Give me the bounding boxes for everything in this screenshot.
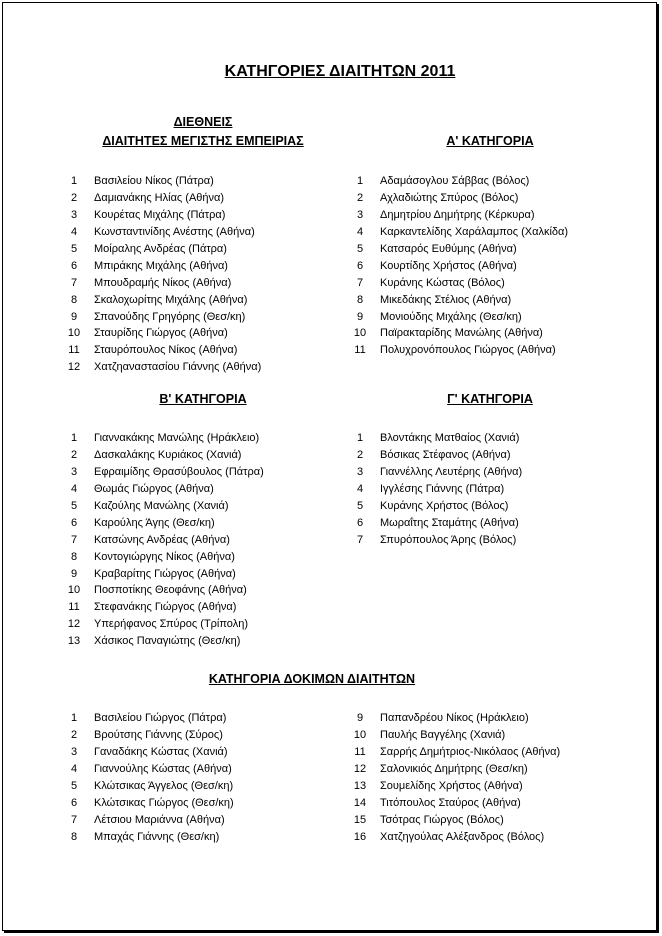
referee-name: Υπερήφανος Σπύρος (Τρίπολη) bbox=[94, 618, 248, 631]
section-subheading-diethneis: ΔΙΑΙΤΗΤΕΣ ΜΕΓΙΣΤΗΣ ΕΜΠΕΙΡΙΑΣ bbox=[102, 134, 304, 148]
list-item bbox=[346, 241, 568, 258]
item-number: 2 bbox=[70, 192, 78, 205]
referee-name: Βασιλείου Νίκος (Πάτρα) bbox=[94, 175, 214, 188]
item-number: 4 bbox=[70, 226, 78, 239]
item-number: 12 bbox=[353, 763, 367, 776]
referee-name: Κλώτσικας Γιώργος (Θεσ/κη) bbox=[94, 796, 234, 809]
referee-name: Μπαχάς Γιάννης (Θεσ/κη) bbox=[94, 830, 220, 843]
referee-name: Παπανδρέου Νίκος (Ηράκλειο) bbox=[380, 712, 529, 725]
item-number: 3 bbox=[356, 209, 364, 222]
referee-name: Παυλής Βαγγέλης (Χανιά) bbox=[380, 729, 506, 742]
item-number: 6 bbox=[70, 516, 78, 529]
referee-name: Γιαννακάκης Μανώλης (Ηράκλειο) bbox=[94, 432, 260, 445]
item-number: 5 bbox=[70, 243, 78, 255]
list-a-kategoria bbox=[346, 173, 568, 359]
referee-name: Βρούτσης Γιάννης (Σύρος) bbox=[94, 729, 223, 742]
referee-name: Κυράνης Χρήστος (Βόλος) bbox=[380, 500, 509, 512]
item-number: 5 bbox=[356, 500, 364, 512]
referee-name: Μωραΐτης Σταμάτης (Αθήνα) bbox=[380, 516, 519, 529]
referee-name: Δασκαλάκης Κυριάκος (Χανιά) bbox=[94, 449, 242, 462]
list-item bbox=[346, 207, 568, 224]
list-item bbox=[60, 359, 261, 376]
referee-name: Καζούλης Μανώλης (Χανιά) bbox=[94, 500, 229, 512]
item-number: 4 bbox=[356, 483, 364, 496]
list-item bbox=[60, 173, 261, 190]
list-item bbox=[346, 430, 522, 447]
list-item bbox=[60, 727, 234, 744]
referee-name: Κυράνης Κώστας (Βόλος) bbox=[380, 276, 505, 289]
referee-name: Σαλονικιός Δημήτρης (Θεσ/κη) bbox=[380, 763, 528, 776]
item-number: 9 bbox=[356, 712, 364, 725]
item-number: 3 bbox=[70, 466, 78, 479]
list-item bbox=[346, 727, 560, 744]
item-number: 1 bbox=[70, 432, 78, 445]
list-item bbox=[60, 599, 264, 616]
item-number: 2 bbox=[356, 449, 364, 462]
item-number: 12 bbox=[67, 618, 81, 631]
referee-name: Ιγγλέσης Γιάννης (Πάτρα) bbox=[380, 483, 505, 496]
list-item bbox=[346, 828, 560, 845]
referee-name: Μικεδάκης Στέλιος (Αθήνα) bbox=[380, 293, 512, 306]
list-item bbox=[60, 308, 261, 325]
item-number: 3 bbox=[356, 466, 364, 479]
referee-name: Κουρέτας Μιχάλης (Πάτρα) bbox=[94, 209, 226, 222]
referee-name: Κωνσταντινίδης Ανέστης (Αθήνα) bbox=[94, 226, 255, 239]
list-item bbox=[60, 498, 264, 515]
list-item bbox=[60, 811, 234, 828]
item-number: 5 bbox=[70, 500, 78, 512]
list-item bbox=[60, 291, 261, 308]
item-number: 1 bbox=[70, 712, 78, 725]
item-number: 6 bbox=[356, 516, 364, 529]
list-item bbox=[60, 257, 261, 274]
item-number: 11 bbox=[354, 746, 366, 759]
referee-name: Σπυρόπουλος Άρης (Βόλος) bbox=[380, 533, 517, 546]
referee-name: Σουμελίδης Χρήστος (Αθήνα) bbox=[380, 780, 523, 792]
item-number: 6 bbox=[70, 796, 78, 809]
section-heading-b: Β' ΚΑΤΗΓΟΡΙΑ bbox=[159, 392, 247, 406]
list-dokimoi-right bbox=[346, 710, 560, 845]
item-number: 9 bbox=[70, 310, 78, 323]
list-item bbox=[346, 342, 568, 359]
referee-name: Κουρτίδης Χρήστος (Αθήνα) bbox=[380, 259, 517, 272]
list-item bbox=[346, 291, 568, 308]
list-item bbox=[346, 498, 522, 515]
item-number: 8 bbox=[70, 293, 78, 306]
item-number: 6 bbox=[70, 259, 78, 272]
item-number: 12 bbox=[67, 361, 81, 374]
referee-name: Σαρρής Δημήτριος-Νικόλαος (Αθήνα) bbox=[380, 746, 561, 759]
item-number: 5 bbox=[70, 780, 78, 792]
referee-name: Σπανούδης Γρηγόρης (Θεσ/κη) bbox=[94, 310, 246, 323]
item-number: 15 bbox=[353, 813, 367, 826]
referee-name: Κοντογιώργης Νίκος (Αθήνα) bbox=[94, 550, 235, 563]
list-item bbox=[60, 794, 234, 811]
list-item bbox=[60, 464, 264, 481]
item-number: 7 bbox=[70, 276, 78, 289]
item-number: 11 bbox=[68, 344, 80, 357]
item-number: 8 bbox=[356, 293, 364, 306]
referee-name: Θωμάς Γιώργος (Αθήνα) bbox=[94, 483, 214, 496]
referee-name: Κατσώνης Ανδρέας (Αθήνα) bbox=[94, 533, 230, 546]
item-number: 1 bbox=[70, 175, 78, 188]
item-number: 8 bbox=[70, 830, 78, 843]
referee-name: Χάσικος Παναγιώτης (Θεσ/κη) bbox=[94, 635, 241, 648]
item-number: 9 bbox=[356, 310, 364, 323]
list-item bbox=[60, 514, 264, 531]
list-item bbox=[346, 481, 522, 498]
referee-name: Χατζηγούλας Αλέξανδρος (Βόλος) bbox=[380, 830, 545, 843]
section-heading-g: Γ' ΚΑΤΗΓΟΡΙΑ bbox=[447, 392, 533, 406]
referee-name: Τιτόπουλος Σταύρος (Αθήνα) bbox=[380, 796, 521, 809]
item-number: 5 bbox=[356, 243, 364, 255]
list-item bbox=[60, 274, 261, 291]
referee-name: Βόσικας Στέφανος (Αθήνα) bbox=[380, 449, 511, 462]
list-item bbox=[346, 744, 560, 761]
list-item bbox=[60, 481, 264, 498]
referee-name: Χατζηαναστασίου Γιάννης (Αθήνα) bbox=[94, 361, 262, 374]
referee-name: Δημητρίου Δημήτρης (Κέρκυρα) bbox=[380, 209, 535, 222]
list-item bbox=[60, 633, 264, 650]
item-number: 8 bbox=[70, 550, 78, 563]
referee-name: Σταυρόπουλος Νίκος (Αθήνα) bbox=[94, 344, 238, 357]
list-item bbox=[346, 308, 568, 325]
item-number: 1 bbox=[356, 175, 364, 188]
referee-name: Μοίραλης Ανδρέας (Πάτρα) bbox=[94, 243, 227, 255]
item-number: 10 bbox=[353, 729, 367, 742]
referee-name: Δαμιανάκης Ηλίας (Αθήνα) bbox=[94, 192, 225, 205]
referee-name: Παϊρακταρίδης Μανώλης (Αθήνα) bbox=[380, 327, 543, 340]
referee-name: Μονιούδης Μιχάλης (Θεσ/κη) bbox=[380, 310, 522, 323]
list-item bbox=[346, 274, 568, 291]
list-item bbox=[346, 190, 568, 207]
referee-name: Μπιράκης Μιχάλης (Αθήνα) bbox=[94, 259, 228, 272]
item-number: 7 bbox=[356, 533, 364, 546]
list-item bbox=[60, 430, 264, 447]
item-number: 10 bbox=[67, 327, 81, 340]
referee-name: Καρούλης Άγης (Θεσ/κη) bbox=[94, 516, 215, 529]
item-number: 16 bbox=[353, 830, 367, 843]
list-g-kategoria bbox=[346, 430, 522, 548]
item-number: 11 bbox=[68, 601, 80, 614]
list-b-kategoria bbox=[60, 430, 264, 650]
list-item bbox=[346, 464, 522, 481]
referee-name: Κλώτσικας Άγγελος (Θεσ/κη) bbox=[94, 780, 234, 792]
referee-name: Βλοντάκης Ματθαίος (Χανιά) bbox=[380, 432, 520, 445]
item-number: 14 bbox=[353, 796, 367, 809]
item-number: 13 bbox=[353, 780, 367, 792]
list-item bbox=[60, 761, 234, 778]
list-item bbox=[346, 794, 560, 811]
referee-name: Καρκαντελίδης Χαράλαμπος (Χαλκίδα) bbox=[380, 226, 569, 239]
list-item bbox=[346, 761, 560, 778]
item-number: 10 bbox=[67, 584, 81, 597]
referee-name: Γαναδάκης Κώστας (Χανιά) bbox=[94, 746, 228, 759]
list-item bbox=[60, 447, 264, 464]
list-item bbox=[60, 582, 264, 599]
list-diethneis bbox=[60, 173, 261, 376]
referee-name: Μπουδραμής Νίκος (Αθήνα) bbox=[94, 276, 232, 289]
item-number: 4 bbox=[356, 226, 364, 239]
list-item bbox=[60, 531, 264, 548]
list-item bbox=[346, 325, 568, 342]
item-number: 4 bbox=[70, 483, 78, 496]
section-heading-a: Α' ΚΑΤΗΓΟΡΙΑ bbox=[446, 134, 534, 148]
list-item bbox=[60, 548, 264, 565]
list-item bbox=[60, 342, 261, 359]
referee-name: Γιαννέλλης Λευτέρης (Αθήνα) bbox=[380, 466, 523, 479]
referee-name: Εφραιμίδης Θρασύβουλος (Πάτρα) bbox=[94, 466, 264, 479]
referee-name: Στεφανάκης Γιώργος (Αθήνα) bbox=[94, 601, 237, 614]
section-heading-dokimoi: ΚΑΤΗΓΟΡΙΑ ΔΟΚΙΜΩΝ ΔΙΑΙΤΗΤΩΝ bbox=[208, 672, 416, 686]
item-number: 7 bbox=[70, 533, 78, 546]
referee-name: Κραβαρίτης Γιώργος (Αθήνα) bbox=[94, 567, 236, 580]
referee-name: Πολυχρονόπουλος Γιώργος (Αθήνα) bbox=[380, 344, 556, 357]
referee-name: Βασιλείου Γιώργος (Πάτρα) bbox=[94, 712, 227, 725]
list-item bbox=[60, 616, 264, 633]
item-number: 3 bbox=[70, 746, 78, 759]
referee-name: Τσότρας Γιώργος (Βόλος) bbox=[380, 813, 504, 826]
item-number: 6 bbox=[356, 259, 364, 272]
list-item bbox=[60, 224, 261, 241]
list-item bbox=[60, 565, 264, 582]
item-number: 2 bbox=[70, 729, 78, 742]
list-item bbox=[60, 710, 234, 727]
referee-name: Κατσαρός Ευθύμης (Αθήνα) bbox=[380, 243, 517, 255]
item-number: 4 bbox=[70, 763, 78, 776]
referee-name: Γιαννούλης Κώστας (Αθήνα) bbox=[94, 763, 232, 776]
list-item bbox=[346, 514, 522, 531]
list-item bbox=[346, 531, 522, 548]
list-item bbox=[346, 710, 560, 727]
referee-name: Ποσποτίκης Θεοφάνης (Αθήνα) bbox=[94, 584, 247, 597]
list-item bbox=[60, 190, 261, 207]
list-item bbox=[346, 257, 568, 274]
item-number: 10 bbox=[353, 327, 367, 340]
list-item bbox=[60, 828, 234, 845]
list-item bbox=[346, 447, 522, 464]
item-number: 3 bbox=[70, 209, 78, 222]
referee-name: Αχλαδιώτης Σπύρος (Βόλος) bbox=[380, 192, 519, 205]
list-item bbox=[60, 207, 261, 224]
item-number: 11 bbox=[354, 344, 366, 357]
referee-name: Αδαμάσογλου Σάββας (Βόλος) bbox=[380, 175, 530, 188]
referee-name: Λέτσιου Μαριάννα (Αθήνα) bbox=[94, 813, 225, 826]
item-number: 2 bbox=[356, 192, 364, 205]
list-dokimoi-left bbox=[60, 710, 234, 845]
list-item bbox=[60, 241, 261, 258]
item-number: 9 bbox=[70, 567, 78, 580]
section-heading-diethneis: ΔΙΕΘΝΕΙΣ bbox=[173, 115, 233, 129]
item-number: 13 bbox=[67, 635, 81, 648]
list-item bbox=[346, 224, 568, 241]
referee-name: Σταυρίδης Γιώργος (Αθήνα) bbox=[94, 327, 228, 340]
list-item bbox=[346, 811, 560, 828]
item-number: 7 bbox=[70, 813, 78, 826]
list-item bbox=[60, 325, 261, 342]
item-number: 2 bbox=[70, 449, 78, 462]
item-number: 1 bbox=[356, 432, 364, 445]
list-item bbox=[60, 744, 234, 761]
list-item bbox=[346, 173, 568, 190]
referee-name: Σκαλοχωρίτης Μιχάλης (Αθήνα) bbox=[94, 293, 248, 306]
page-title: ΚΑΤΗΓΟΡΙΕΣ ΔΙΑΙΤΗΤΩΝ 2011 bbox=[224, 63, 456, 80]
item-number: 7 bbox=[356, 276, 364, 289]
list-item bbox=[346, 778, 560, 795]
list-item bbox=[60, 778, 234, 795]
